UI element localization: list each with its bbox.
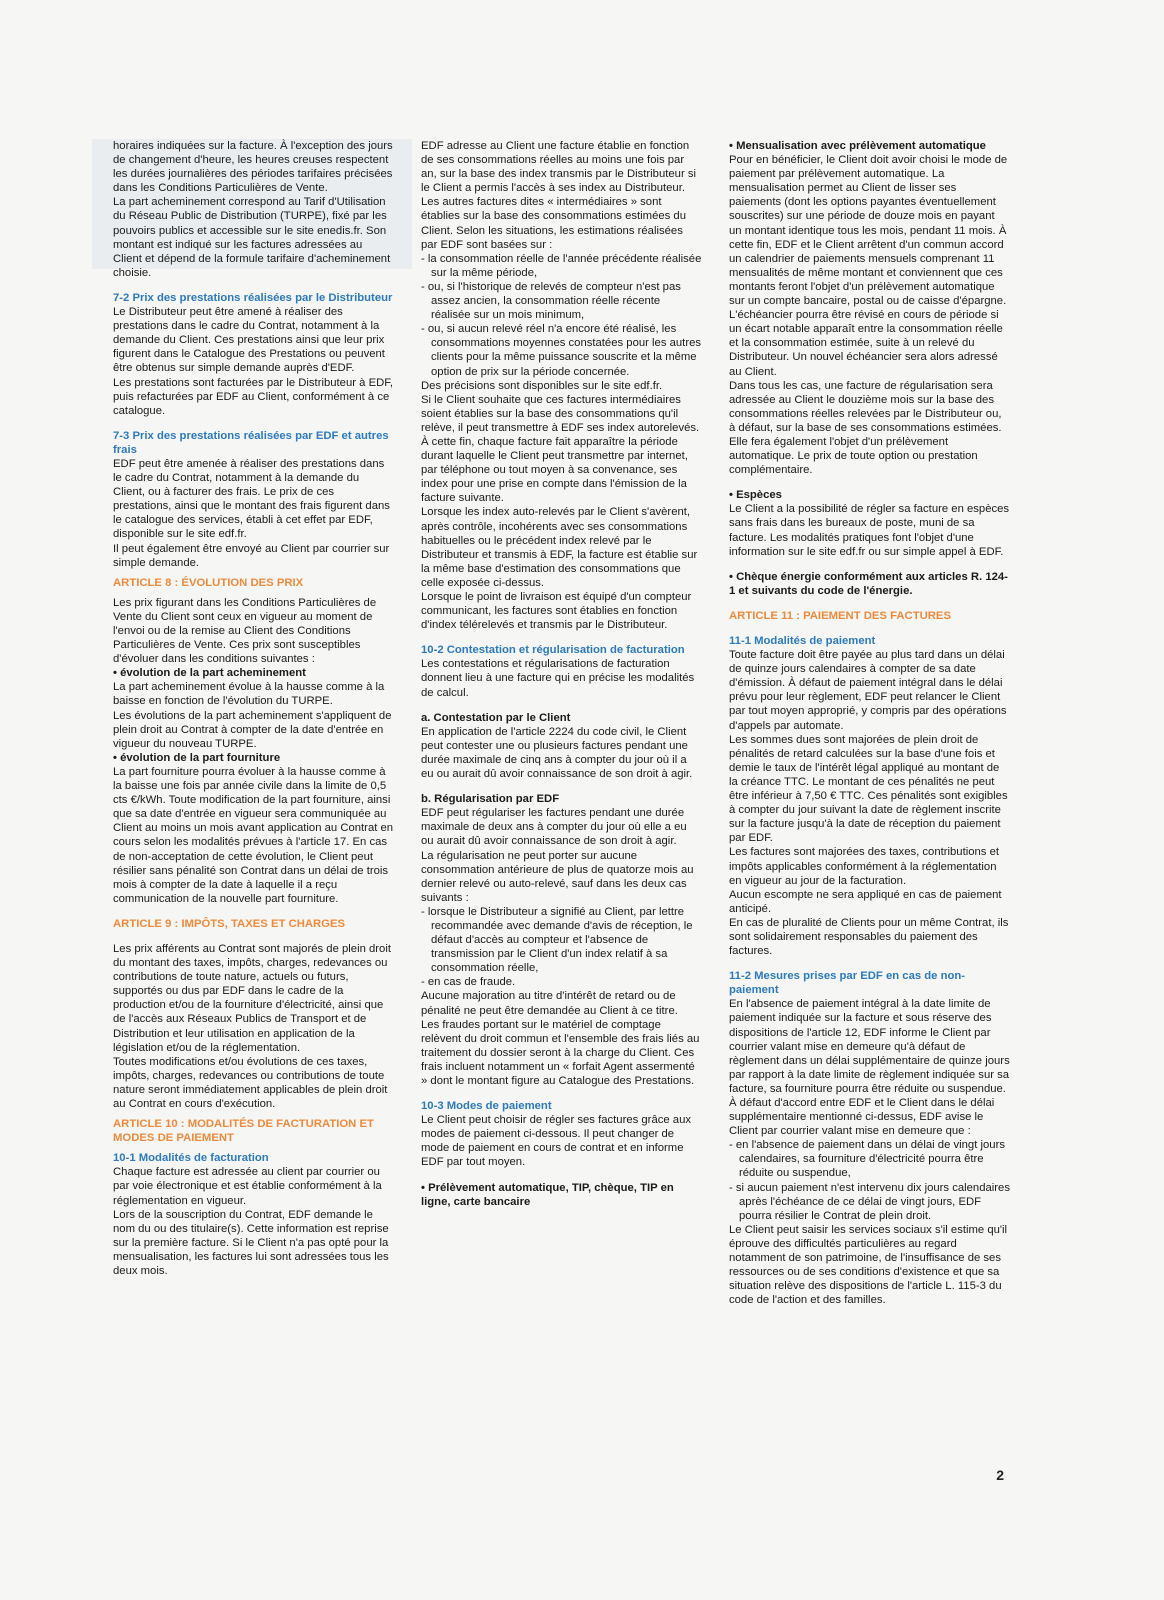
article-heading: ARTICLE 9 : IMPÔTS, TAXES ET CHARGES xyxy=(113,917,346,930)
paragraph: Les prix afférents au Contrat sont majorés de plein droit du montant des taxes, impôts, charges, redevances ou contributions de toute nature, actuels ou futurs, supportés ou dus par EDF dans le cadre de la production et/ou de la fourniture d'électricité, ainsi que de l'accès aux Réseaux Publics de Transport et de Distribution et leur utilisation en application de la législation et/ou de la réglementation. xyxy=(113,942,391,1054)
paragraph: Lors de la souscription du Contrat, EDF demande le nom du ou des titulaire(s). Cette information est reprise sur la première facture. Si le Client n'a pas opté pour la mensualisation, les factures lui sont adressées tous les deux mois. xyxy=(113,1208,389,1278)
bold-heading: b. Régularisation par EDF xyxy=(421,793,560,806)
paragraph: Aucun escompte ne sera appliqué en cas de paiement anticipé. xyxy=(729,888,1002,915)
bold-heading: • évolution de la part acheminement xyxy=(113,667,306,680)
paragraph: Toutes modifications et/ou évolutions de ces taxes, impôts, charges, redevances ou contributions de toute nature seront immédiatement applicables de plein droit au Contrat en cours d'exécution. xyxy=(113,1055,388,1110)
paragraph: La régularisation ne peut porter sur aucune consommation antérieure de plus de quatorze mois au dernier relevé ou auto-relevé, sauf dans les deux cas suivants : xyxy=(421,849,694,904)
spacer xyxy=(729,958,1010,969)
paragraph: Chaque facture est adressée au client par courrier ou par voie électronique et est établie conformément à la réglementation en vigueur. xyxy=(113,1166,382,1207)
paragraph: En l'absence de paiement intégral à la date limite de paiement indiquée sur la facture et sous réserve des dispositions de l'article 12, EDF informe le Client par courrier valant mise en demeure qu'à défaut de règlement dans un délai supplémentaire de quinze jours par rapport à la date limite de règlement indiquée sur sa facture, sa fourniture pourra être réduite ou suspendue. xyxy=(729,998,1010,1095)
paragraph: Pour en bénéficier, le Client doit avoir choisi le mode de paiement par prélèvement automatique. La mensualisation permet au Client de lisser ses paiements (dont les options payantes éventuellement souscrites) sur une période de douze mois en payant un montant identique tous les mois, pendant 11 mois. À cette fin, EDF et le Client arrêtent d'un commun accord un calendrier de paiements mensuels comprenant 11 mensualités de même montant et conviennent que ces montants feront l'objet d'un prélèvement automatique sur un compte bancaire, postal ou de caisse d'épargne. L'échéancier pourra être révisé en cours de période si un écart notable apparaît entre la consommation réelle et la consommation estimée, suite à un relevé du Distributeur. Un nouvel échéancier sera alors adressé au Client. xyxy=(729,154,1008,378)
paragraph: Les évolutions de la part acheminement s'appliquent de plein droit au Contrat à compter de la date d'entrée en vigueur du nouveau TURPE. xyxy=(113,709,392,750)
list-item: - lorsque le Distributeur a signifié au Client, par lettre recommandée avec demande d'avis de réception, le défaut d'accès au compteur et l'absence de transmission par le Client d'un index relatif à sa consommation réelle, xyxy=(421,905,693,975)
paragraph: horaires indiquées sur la facture. À l'exception des jours de changement d'heure, les heures creuses respectent les durées journalières des périodes tarifaires précisées dans les Conditions Particulières de Vente. xyxy=(113,140,393,195)
paragraph: Le Distributeur peut être amené à réaliser des prestations dans le cadre du Contrat, notamment à la demande du Client. Ces prestations ainsi que leur prix figurent dans le Catalogue des Prestations ou peuvent être obtenus sur simple demande auprès d'EDF. xyxy=(113,306,385,375)
bold-heading: • Mensualisation avec prélèvement automatique xyxy=(729,140,986,152)
section-subheading: 10-1 Modalités de facturation xyxy=(113,1152,269,1165)
paragraph: Lorsque le point de livraison est équipé d'un compteur communicant, les factures sont établies en fonction d'index télérelevés et transmis par le Distributeur. xyxy=(421,591,692,632)
bold-heading: a. Contestation par le Client xyxy=(421,711,571,724)
list-item: - en l'absence de paiement dans un délai de vingt jours calendaires, sa fourniture d'électricité pourra être réduite ou suspendue, xyxy=(729,1139,1005,1180)
bold-heading: • Prélèvement automatique, TIP, chèque, TIP en ligne, carte bancaire xyxy=(421,1181,674,1208)
column-right xyxy=(729,139,1010,1307)
spacer xyxy=(113,931,394,942)
section-subheading: 10-2 Contestation et régularisation de facturation xyxy=(421,644,685,657)
list-item: - la consommation réelle de l'année précédente réalisée sur la même période, xyxy=(421,252,702,279)
spacer xyxy=(421,700,702,711)
paragraph: Les factures sont majorées des taxes, contributions et impôts applicables conformément à la réglementation en vigueur au jour de la facturation. xyxy=(729,846,1000,887)
spacer xyxy=(729,598,1010,609)
paragraph: À défaut d'accord entre EDF et le Client dans le délai supplémentaire mentionné ci-dessus, EDF avise le Client par courrier valant mise en demeure que : xyxy=(729,1097,995,1138)
paragraph: EDF peut être amenée à réaliser des prestations dans le cadre du Contrat, notamment à la demande du Client, ou à facturer des frais. Le prix de ces prestations, ainsi que le montant des frais figurent dans le catalogue des services, établi à cet effet par EDF, disponible sur le site edf.fr. xyxy=(113,457,390,541)
bold-heading: • Chèque énergie conformément aux articles R. 124-1 et suivants du code de l'énergie. xyxy=(729,570,1008,597)
paragraph: Les prestations sont facturées par le Distributeur à EDF, puis refacturées par EDF au Client, conformément à ce catalogue. xyxy=(113,376,394,417)
section-subheading: 7-3 Prix des prestations réalisées par EDF et autres frais xyxy=(113,429,389,456)
paragraph: À cette fin, chaque facture fait apparaître la période durant laquelle le Client peut transmettre par internet, par téléphone ou tout moyen à sa convenance, ses index pour une prise en compte dans l'émission de la facture suivante. xyxy=(421,435,688,505)
section-subheading: 11-1 Modalités de paiement xyxy=(729,635,876,647)
spacer xyxy=(729,559,1010,570)
paragraph: Toute facture doit être payée au plus tard dans un délai de quinze jours calendaires à compter de sa date d'émission. À défaut de paiement intégral dans le délai prévu pour leur règlement, EDF peut relancer le Client par tout moyen approprié, y compris par des opérations d'appels par automate. xyxy=(729,649,1007,732)
paragraph: En application de l'article 2224 du code civil, le Client peut contester une ou plusieurs factures pendant une durée maximale de cinq ans à compter du jour où il a eu ou aurait dû avoir connaissance de son droit à agir. xyxy=(421,725,693,781)
paragraph: Les sommes dues sont majorées de plein droit de pénalités de retard calculées sur la base d'une fois et demie le taux de l'intérêt légal appliqué au montant de la créance TTC. Le montant de ces pénalités ne peut être inférieur à 7,50 € TTC. Ces pénalités sont exigibles à compter du jour suivant la date de règlement inscrite sur la facture jusqu'à la date de réception du paiement par EDF. xyxy=(729,733,1008,845)
bold-heading: • Espèces xyxy=(729,489,782,502)
paragraph: Si le Client souhaite que ces factures intermédiaires soient établies sur la base des consommations qu'il relève, il peut transmettre à EDF ses index autorelevés. xyxy=(421,393,700,434)
article-heading: ARTICLE 8 : ÉVOLUTION DES PRIX xyxy=(113,576,304,589)
article-heading: ARTICLE 11 : PAIEMENT DES FACTURES xyxy=(729,609,951,622)
spacer xyxy=(113,280,394,291)
spacer xyxy=(113,906,394,917)
paragraph: Le Client peut saisir les services sociaux s'il estime qu'il éprouve des difficultés particulières au regard notamment de son patrimoine, de l'insuffisance de ses ressources ou de ses conditions d'existence et que sa situation relève des dispositions de l'article L. 115-3 du code de l'action et des familles. xyxy=(729,1223,1008,1307)
spacer xyxy=(113,418,394,429)
section-subheading: 7-2 Prix des prestations réalisées par le Distributeur xyxy=(113,291,393,304)
paragraph: Dans tous les cas, une facture de régularisation sera adressée au Client le douzième mois sur la base des consommations réelles relevées par le Distributeur ou, à défaut, sur la base de ses consommations estimées. Elle fera également l'objet d'un prélèvement automatique. Le prix de toute option ou prestation complémentaire. xyxy=(729,379,1002,477)
paragraph: La part acheminement évolue à la hausse comme à la baisse en fonction de l'évolution du TURPE. xyxy=(113,681,385,708)
list-item: - en cas de fraude. xyxy=(421,976,516,989)
paragraph: EDF adresse au Client une facture établie en fonction de ses consommations réelles au moins une fois par an, sur la base des index transmis par le Distributeur si le Client a permis l'accès à ses index au Distributeur. Les autres factures dites « intermédiaires » sont établies sur la base des consommations estimées du Client. Selon les situations, les estimations réalisées par EDF sont basées sur : xyxy=(421,140,697,251)
bold-heading: • évolution de la part fourniture xyxy=(113,751,281,764)
paragraph: La part acheminement correspond au Tarif d'Utilisation du Réseau Public de Distribution (TURPE), fixé par les pouvoirs publics et accessible sur le site enedis.fr. Son montant est indiqué sur les factures adressées au Client et dépend de la formule tarifaire d'acheminement choisie. xyxy=(113,196,391,279)
spacer xyxy=(421,1088,702,1099)
spacer xyxy=(729,477,1010,488)
paragraph: Des précisions sont disponibles sur le site edf.fr. xyxy=(421,379,663,392)
list-item: - ou, si l'historique de relevés de compteur n'est pas assez ancien, la consommation réelle récente réalisée sur un mois minimum, xyxy=(421,280,681,322)
paragraph: Les fraudes portant sur le matériel de comptage relèvent du droit commun et l'ensemble des frais liés au traitement du dossier seront à la charge du Client. Ces frais incluent notamment un « forfait Agent assermenté » dont le montant figure au Catalogue des Prestations. xyxy=(421,1018,700,1087)
spacer xyxy=(421,1170,702,1181)
column-middle xyxy=(421,139,702,1209)
paragraph: La part fourniture pourra évoluer à la hausse comme à la baisse une fois par année civile dans la limite de 0,5 cts €/kWh. Toute modification de la part fourniture, ainsi que sa date d'entrée en vigueur sera communiquée au Client au moins un mois avant application au Contrat en cours selon les modalités prévues à l'article 17. En cas de non-acceptation de cette évolution, le Client peut résilier sans pénalité son Contrat dans un délai de trois mois à compter de la date à laquelle il a reçu communication de la nouvelle part fourniture. xyxy=(113,765,394,905)
paragraph: Lorsque les index auto-relevés par le Client s'avèrent, après contrôle, incohérents avec ses consommations habituelles ou le précédent index relevé par le Distributeur et transmis à EDF, la facture est établie sur la même base d'estimation des consommations que celle exposée ci-dessus. xyxy=(421,506,698,589)
article-heading: ARTICLE 10 : MODALITÉS DE FACTURATION ET MODES DE PAIEMENT xyxy=(113,1118,374,1145)
column-left xyxy=(113,139,394,1278)
paragraph: Les prix figurant dans les Conditions Particulières de Vente du Client sont ceux en vigueur au moment de l'envoi ou de la remise au Client des Conditions Particulières de Vente. Ces prix sont susceptibles d'évoluer dans les conditions suivantes : xyxy=(113,596,377,666)
paragraph: Il peut également être envoyé au Client par courrier sur simple demande. xyxy=(113,542,390,569)
paragraph: Les contestations et régularisations de facturation donnent lieu à une facture qui en précise les modalités de calcul. xyxy=(421,658,695,699)
spacer xyxy=(421,781,702,792)
paragraph: Le Client a la possibilité de régler sa facture en espèces sans frais dans les bureaux de poste, muni de sa facture. Les modalités pratiques font l'objet d'une information sur le site edf.fr ou sur simple appel à EDF. xyxy=(729,503,1010,558)
paragraph: Aucune majoration au titre d'intérêt de retard ou de pénalité ne peut être demandée au Client à ce titre. xyxy=(421,990,678,1017)
list-item: - ou, si aucun relevé réel n'a encore été réalisé, les consommations moyennes constatées pour les autres clients pour la même puissance souscrite et la même option de prix sur la période concernée. xyxy=(421,323,702,378)
paragraph: EDF peut régulariser les factures pendant une durée maximale de deux ans à compter du jour où elle a eu ou aurait dû avoir connaissance de son droit à agir. xyxy=(421,807,687,848)
list-item: - si aucun paiement n'est intervenu dix jours calendaires après l'échéance de ce délai de vingt jours, EDF pourra résilier le Contrat de plein droit. xyxy=(729,1181,1010,1222)
spacer xyxy=(729,623,1010,634)
paragraph: Le Client peut choisir de régler ses factures grâce aux modes de paiement ci-dessous. Il peut changer de mode de paiement en cours de contrat et en informe EDF par tout moyen. xyxy=(421,1114,692,1169)
spacer xyxy=(421,632,702,643)
section-subheading: 10-3 Modes de paiement xyxy=(421,1100,552,1113)
paragraph: En cas de pluralité de Clients pour un même Contrat, ils sont solidairement responsables du paiement des factures. xyxy=(729,916,1009,958)
page-number: 2 xyxy=(996,1467,1004,1483)
section-subheading: 11-2 Mesures prises par EDF en cas de non-paiement xyxy=(729,970,966,997)
